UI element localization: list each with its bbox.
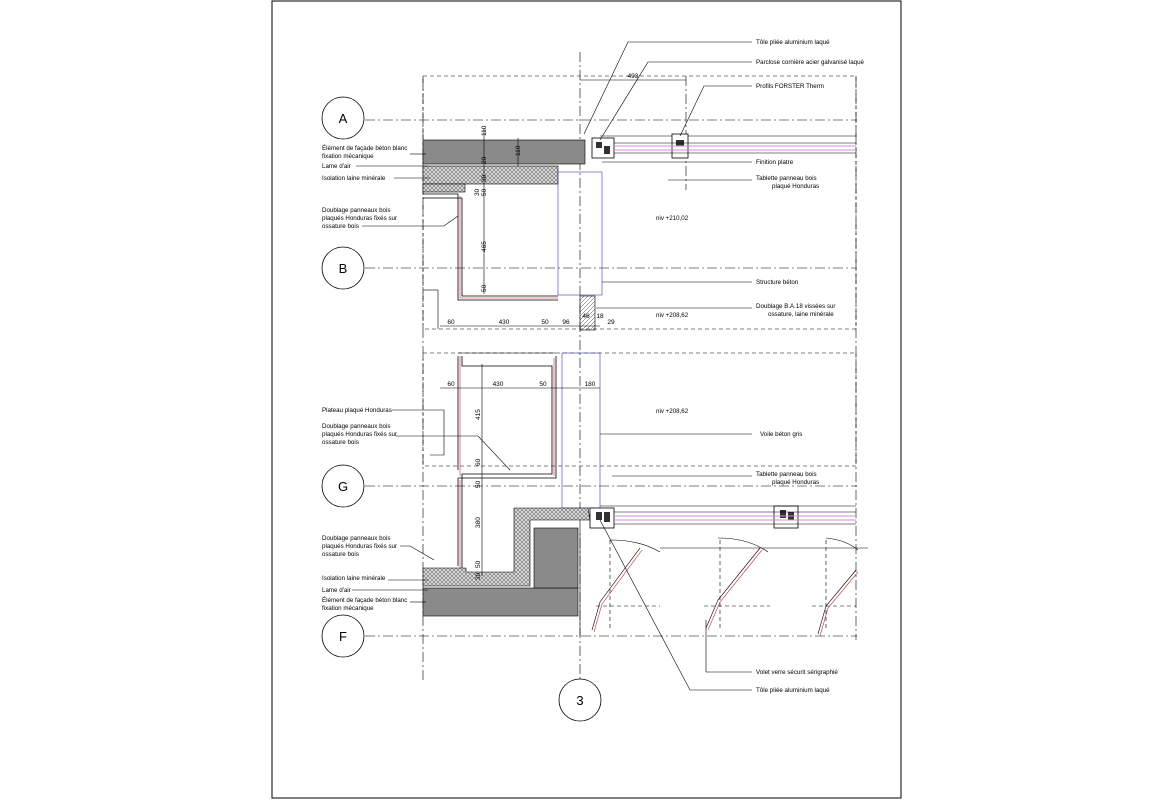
facade-element-bottom [423, 588, 578, 616]
dim-h180: 180 [584, 381, 596, 388]
label-doublage-ba-2: ossature, laine minérale [768, 311, 834, 318]
dim-50d: 50 [475, 560, 482, 568]
grid-label-b: B [338, 261, 348, 276]
label-plateau: Plateau plaqué Honduras [322, 407, 392, 414]
label-profils: Profils FORSTER Therm [756, 83, 824, 90]
dim-50b: 50 [481, 284, 488, 292]
dim-380: 380 [475, 517, 482, 528]
grid-bubble-b [322, 247, 364, 289]
label-doublage-bot-3: ossature bois [322, 551, 359, 558]
dim-h430b: 430 [492, 381, 504, 388]
label-tablette-top-2: plaqué Honduras [772, 183, 820, 190]
label-doublage-mid-1: Doublage panneaux bois [322, 423, 391, 430]
dim-h18: 18 [596, 313, 604, 320]
dim-h50a: 50 [541, 319, 549, 326]
label-tablette-top-1: Tablette panneau bois [756, 175, 817, 182]
label-lame-bot: Lame d'air [322, 587, 351, 594]
level-lower-top: niv +208,62 [656, 408, 689, 415]
dim-h46: 46 [582, 313, 590, 320]
label-voile: Voile béton gris [760, 431, 803, 438]
level-upper-bottom: niv +208,62 [656, 312, 689, 319]
dim-30c: 30 [475, 572, 482, 580]
dim-50a: 50 [481, 188, 488, 196]
label-doublage-top-3: ossature bois [322, 223, 359, 230]
dim-20: 20 [481, 156, 488, 164]
dim-493: 493 [627, 73, 639, 80]
dim-h430a: 430 [498, 319, 510, 326]
label-isolation-top: Isolation laine minérale [322, 175, 386, 182]
grid-bubble-g [322, 465, 364, 507]
label-doublage-top-2: plaqués Honduras fixés sur [322, 215, 397, 222]
dim-h60b: 60 [447, 381, 455, 388]
label-tablette-bot-2: plaqué Honduras [772, 479, 820, 486]
grid-bubble-f [322, 615, 364, 657]
label-structure: Structure béton [756, 279, 799, 286]
dim-30: 30 [481, 174, 488, 182]
label-volet: Volet verre sécurit sérigraphié [756, 669, 838, 676]
window-frame-top [592, 138, 614, 158]
label-doublage-mid-3: ossature bois [322, 439, 359, 446]
label-parclose: Parclose cornière acier galvanisé laqué [756, 59, 864, 66]
label-element-top-2: fixation mécanique [322, 153, 374, 160]
dim-60: 60 [475, 458, 482, 466]
label-element-bot-2: fixation mécanique [322, 605, 374, 612]
grid-label-g: G [337, 479, 349, 494]
dim-30b: 30 [474, 188, 481, 196]
level-upper-top: niv +210,02 [656, 215, 689, 222]
dim-h29: 29 [607, 319, 615, 326]
label-doublage-mid-2: plaqués Honduras fixés sur [322, 431, 397, 438]
label-isolation-bot: Isolation laine minérale [322, 575, 386, 582]
label-finition: Finition platre [756, 159, 794, 166]
grid-label-a: A [338, 111, 348, 126]
dim-h50b: 50 [539, 381, 547, 388]
label-doublage-bot-2: plaqués Honduras fixés sur [322, 543, 397, 550]
label-tole-top: Tôle pliée aluminium laqué [756, 39, 830, 46]
dim-h60a: 60 [447, 319, 455, 326]
insulation-band-top [423, 166, 558, 184]
dim-50c: 50 [475, 480, 482, 488]
grid-label-3: 3 [576, 693, 584, 708]
dim-465: 465 [481, 241, 488, 252]
dim-415: 415 [475, 409, 482, 420]
grid-bubble-3 [559, 679, 601, 721]
sheet-border [272, 1, 901, 798]
grid-bubble-a [322, 97, 364, 139]
label-element-bot-1: Élément de façade béton blanc [322, 597, 408, 604]
dim-110a: 110 [481, 125, 488, 136]
label-doublage-top-1: Doublage panneaux bois [322, 207, 391, 214]
label-tole-bottom: Tôle pliée aluminium laqué [756, 687, 830, 694]
label-doublage-ba-1: Doublage B.A.18 vissées sur [756, 303, 836, 310]
dim-h96: 96 [562, 319, 570, 326]
insulation-return-top [423, 184, 465, 192]
label-tablette-bot-1: Tablette panneau bois [756, 471, 817, 478]
dim-110b: 110 [515, 145, 522, 156]
label-doublage-bot-1: Doublage panneaux bois [322, 535, 391, 542]
label-element-top-1: Élément de façade béton blanc [322, 145, 408, 152]
beam-bottom [534, 528, 578, 588]
label-lame-top: Lame d'air [322, 163, 351, 170]
grid-label-f: F [339, 629, 347, 644]
facade-element-top [423, 140, 585, 164]
